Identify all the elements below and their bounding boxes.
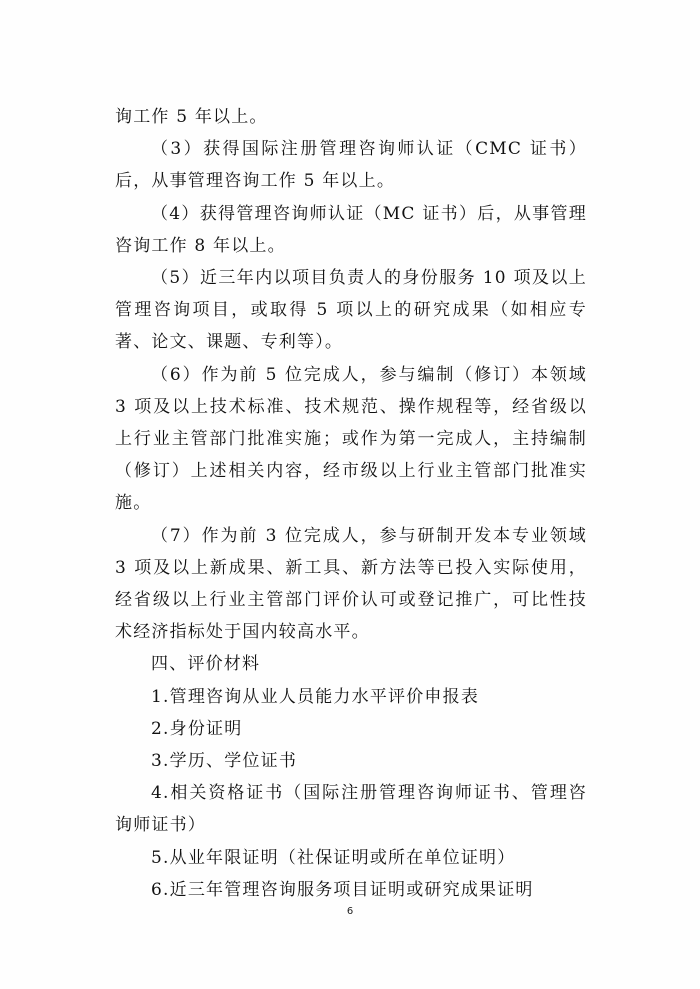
material-item-6: 6.近三年管理咨询服务项目证明或研究成果证明 xyxy=(151,879,534,900)
paragraph-item-4: （4）获得管理咨询师认证（MC 证书）后，从事管理咨询工作 8 年以上。 xyxy=(115,203,587,256)
paragraph-item-6: （6）作为前 5 位完成人，参与编制（修订）本领域 3 项及以上技术标准、技术规范、操作规程等，经省级以上行业主管部门批准实施；或作为第一完成人，主持编制（修订）上述相关内容，经市级以上行业主管部门批准实施。 xyxy=(115,364,587,514)
material-item-1: 1.管理咨询从业人员能力水平评价申报表 xyxy=(151,686,480,707)
paragraph-item-3: （3）获得国际注册管理咨询师认证（CMC 证书）后，从事管理咨询工作 5 年以上。 xyxy=(115,139,587,192)
material-item-2: 2.身份证明 xyxy=(151,718,243,739)
material-item-3: 3.学历、学位证书 xyxy=(151,751,298,772)
paragraph-item-7: （7）作为前 3 位完成人，参与研制开发本专业领域 3 项及以上新成果、新工具、新方法等已投入实际使用，经省级以上行业主管部门评价认可或登记推广，可比性技术经济指标处于国内较高水平。 xyxy=(115,525,587,643)
paragraph-item-5: （5）近三年内以项目负责人的身份服务 10 项及以上管理咨询项目，或取得 5 项以上的研究成果（如相应专著、论文、课题、专利等）。 xyxy=(115,268,587,353)
section-heading-materials: 四、评价材料 xyxy=(151,654,261,675)
materials-list xyxy=(115,681,587,906)
material-item-5: 5.从业年限证明（社保证明或所在单位证明） xyxy=(151,847,516,868)
document-body xyxy=(115,101,587,906)
paragraph-continuation: 询工作 5 年以上。 xyxy=(115,107,268,127)
page-number: 6 xyxy=(346,906,354,917)
material-item-4: 4.相关资格证书（国际注册管理咨询师证书、管理咨询师证书） xyxy=(115,783,587,836)
